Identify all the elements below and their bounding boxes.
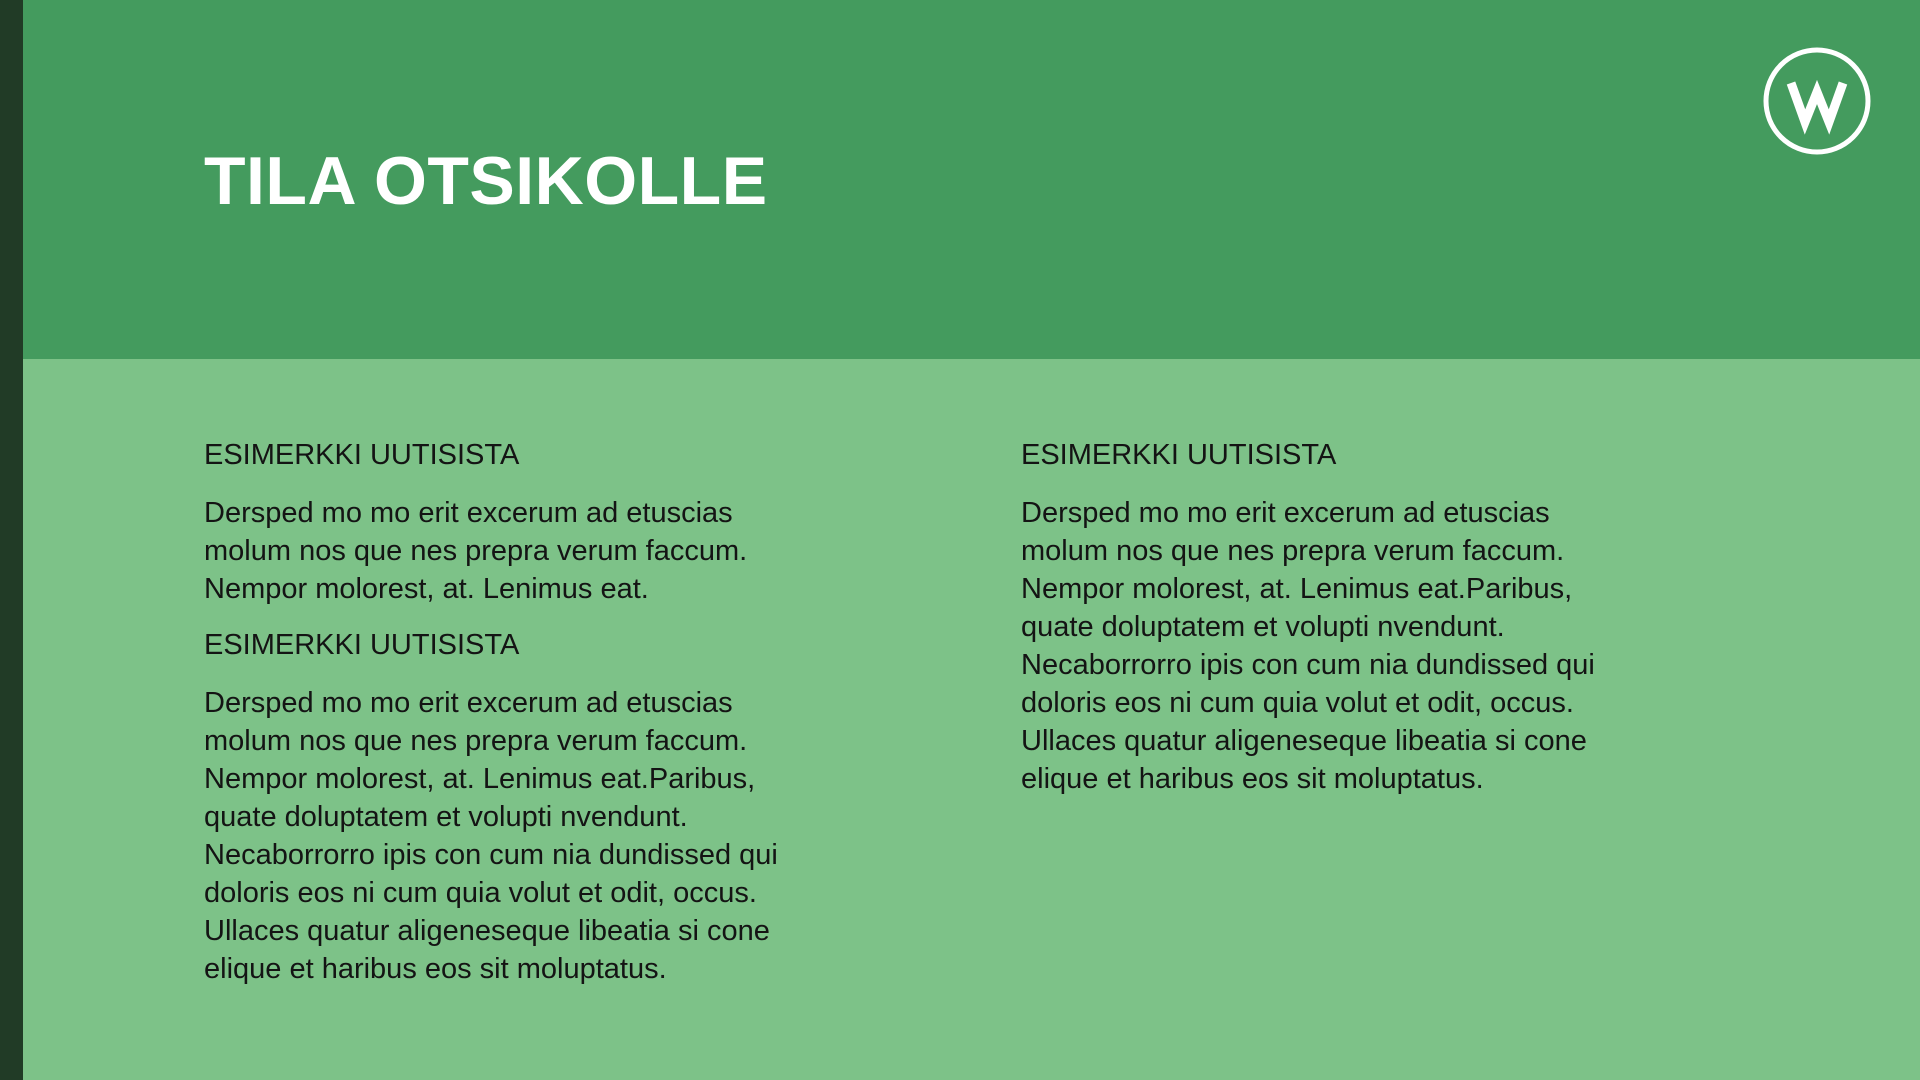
left-accent-strip: [0, 0, 23, 1080]
news-heading: ESIMERKKI UUTISISTA: [204, 439, 520, 471]
news-body: Dersped mo mo erit excerum ad etuscias molum nos que nes prepra verum faccum. Nempor molorest, at. Lenimus eat.Paribus, quate doluptatem et volupti nvendunt. Necaborrorro ipis con cum nia dundissed qui doloris eos ni cum quia volut et odit, occus. Ullaces quatur aligeneseque libeatia si cone elique et haribus eos sit moluptatus.: [1021, 497, 1595, 795]
w-circle-logo-icon: [1762, 46, 1872, 156]
news-body: Dersped mo mo erit excerum ad etuscias molum nos que nes prepra verum faccum. Nempor molorest, at. Lenimus eat.Paribus, quate doluptatem et volupti nvendunt. Necaborrorro ipis con cum nia dundissed qui doloris eos ni cum quia volut et odit, occus. Ullaces quatur aligeneseque libeatia si cone elique et haribus eos sit moluptatus.: [204, 687, 778, 985]
left-news-column: [204, 436, 864, 1006]
news-body: Dersped mo mo erit excerum ad etuscias molum nos que nes prepra verum faccum. Nempor molorest, at. Lenimus eat.: [204, 497, 748, 605]
news-heading: ESIMERKKI UUTISISTA: [1021, 439, 1337, 471]
slide-title: TILA OTSIKOLLE: [204, 143, 768, 219]
right-news-column: [1021, 436, 1681, 816]
news-heading: ESIMERKKI UUTISISTA: [204, 629, 520, 661]
